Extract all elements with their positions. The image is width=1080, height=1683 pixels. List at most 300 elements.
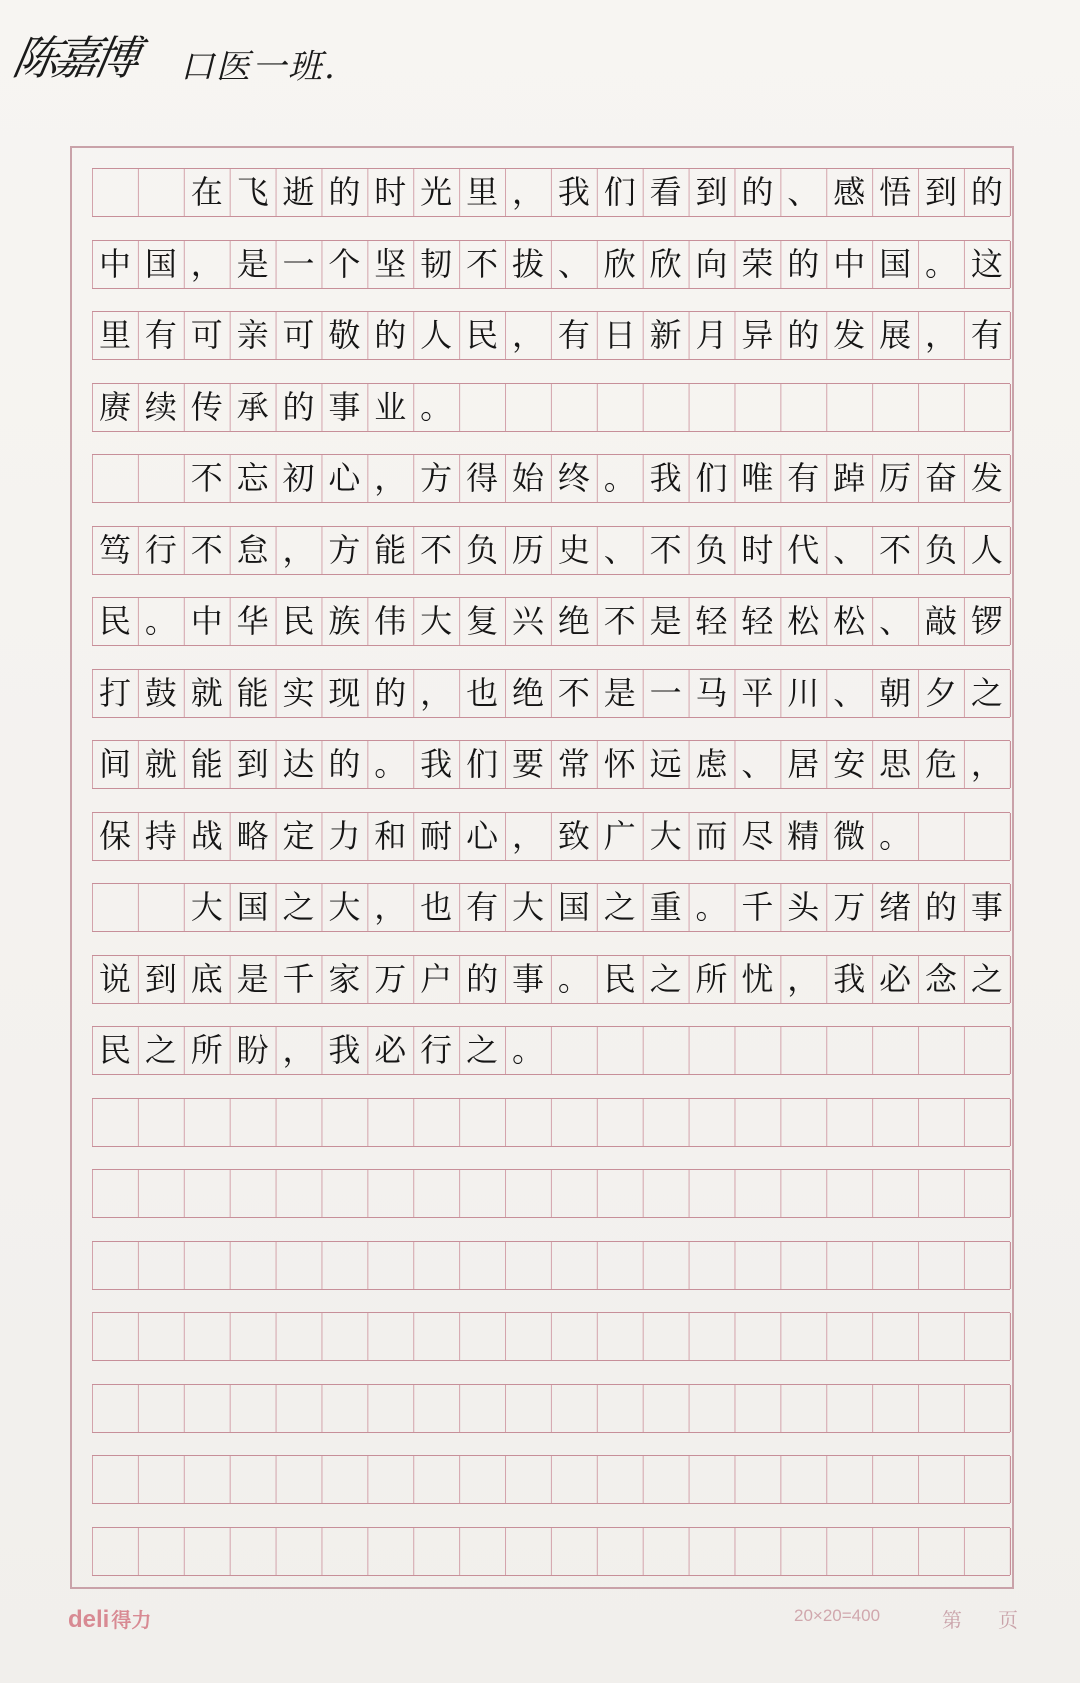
grid-cell (138, 1456, 184, 1502)
grid-cell (643, 1170, 689, 1216)
grid-cell (780, 1099, 826, 1145)
grid-cell: 有 (787, 459, 820, 497)
grid-row (92, 597, 1010, 646)
grid-cell: 国 (879, 244, 912, 283)
grid-row (92, 812, 1010, 861)
grid-cell (689, 1528, 735, 1574)
grid-cell: 里 (98, 316, 131, 354)
grid-cell: 之 (603, 888, 636, 926)
grid-cell (689, 384, 735, 430)
grid-cell (964, 1528, 1010, 1574)
grid-cell (597, 1528, 643, 1574)
brand-name: deli (68, 1606, 110, 1633)
grid-cell: 。 (144, 602, 177, 640)
grid-cell: 我 (833, 959, 866, 998)
grid-cell (92, 169, 138, 215)
grid-cell (92, 1528, 138, 1574)
grid-cell: 的 (282, 387, 315, 426)
grid-cell (92, 1313, 138, 1359)
grid-cell: 夕 (924, 673, 957, 712)
grid-cell: 传 (190, 387, 223, 426)
grid-cell (826, 1027, 872, 1073)
grid-row (92, 669, 1010, 718)
grid-cell (138, 1099, 184, 1145)
grid-cell (918, 1313, 964, 1359)
grid-cell (689, 1313, 735, 1359)
grid-cell (872, 1456, 918, 1502)
grid-cell (643, 1385, 689, 1431)
grid-cell (918, 1242, 964, 1288)
grid-cell (230, 1099, 276, 1145)
grid-cell: 国 (557, 888, 590, 926)
grid-cell: ， (511, 316, 544, 354)
grid-cell: 万 (374, 959, 407, 998)
grid-cell: 平 (741, 673, 774, 712)
grid-cell (184, 1385, 230, 1431)
grid-cell: 之 (649, 959, 682, 998)
grid-cell (413, 1242, 459, 1288)
grid-cell: 。 (374, 745, 407, 783)
grid-cell (551, 384, 597, 430)
grid-cell (964, 1027, 1010, 1073)
grid-cell (505, 1242, 551, 1288)
grid-cell: 远 (649, 745, 682, 783)
grid-cell: 一 (282, 244, 315, 283)
grid-cell (505, 1528, 551, 1574)
grid-cell: 不 (879, 530, 912, 569)
grid-cell: 定 (282, 816, 315, 855)
grid-row (92, 311, 1010, 360)
grid-cell: 我 (557, 173, 590, 211)
grid-cell (597, 1242, 643, 1288)
grid-cell: ， (970, 745, 1003, 783)
grid-cell: ， (511, 173, 544, 211)
grid-cell: 个 (328, 244, 361, 283)
grid-cell (367, 1528, 413, 1574)
grid-cell (459, 384, 505, 430)
grid-cell: 奋 (924, 459, 957, 497)
grid-cell: 是 (649, 602, 682, 640)
grid-cell: 敲 (924, 602, 957, 640)
grid-cell: 万 (833, 888, 866, 926)
grid-cell: 要 (511, 745, 544, 783)
grid-cell (964, 813, 1010, 859)
grid-cell (872, 1027, 918, 1073)
student-name: 陈嘉博 (8, 31, 139, 85)
grid-cell: 不 (420, 530, 453, 569)
grid-cell (138, 1242, 184, 1288)
grid-cell: 华 (236, 602, 269, 640)
grid-cell: 飞 (236, 173, 269, 211)
grid-cell: 。 (924, 244, 957, 283)
grid-cell: 怀 (603, 745, 636, 783)
grid-cell (964, 1385, 1010, 1431)
grid-cell (92, 1170, 138, 1216)
grid-cell: 能 (374, 530, 407, 569)
grid-cell: 松 (787, 602, 820, 640)
class-name: 口医一班. (180, 47, 337, 87)
grid-cell: 安 (833, 745, 866, 783)
grid-cell (734, 1456, 780, 1502)
grid-cell: 广 (603, 816, 636, 855)
grid-cell (321, 1099, 367, 1145)
grid-cell (138, 884, 184, 930)
grid-cell: 一 (649, 673, 682, 712)
grid-cell: 虑 (695, 745, 728, 783)
grid-cell: 民 (282, 602, 315, 640)
grid-cell (964, 384, 1010, 430)
grid-cell: 说 (98, 959, 131, 998)
grid-cell (597, 1385, 643, 1431)
grid-cell (138, 1528, 184, 1574)
grid-cell: 大 (420, 602, 453, 640)
grid-cell: 不 (190, 459, 223, 497)
grid-cell (92, 1099, 138, 1145)
grid-cell: 始 (511, 459, 544, 497)
grid-cell: 也 (420, 888, 453, 926)
grid-row (92, 1455, 1010, 1504)
grid-cell: 的 (374, 316, 407, 354)
grid-cell: 代 (787, 530, 820, 569)
grid-cell: 人 (970, 530, 1003, 569)
grid-cell: 。 (603, 459, 636, 497)
grid-cell (643, 1313, 689, 1359)
grid-cell: 到 (236, 745, 269, 783)
grid-cell: 敬 (328, 316, 361, 354)
grid-cell (964, 1456, 1010, 1502)
grid-cell (230, 1528, 276, 1574)
grid-cell: 有 (466, 888, 499, 926)
grid-cell (780, 1456, 826, 1502)
grid-cell: 赓 (98, 387, 131, 426)
grid-cell: 居 (787, 745, 820, 783)
grid-spec: 20×20=400 (794, 1606, 881, 1625)
grid-cell: 兴 (511, 602, 544, 640)
grid-cell: 、 (603, 530, 636, 569)
grid-cell: 到 (144, 959, 177, 998)
grid-cell: 发 (970, 459, 1003, 497)
grid-cell (367, 1170, 413, 1216)
grid-cell: 的 (328, 745, 361, 783)
grid-cell (505, 1385, 551, 1431)
handwritten-header (8, 8, 337, 88)
grid-cell: 川 (787, 673, 820, 712)
grid-cell: 打 (98, 673, 131, 712)
grid-cell: 所 (190, 1031, 223, 1069)
grid-cell (413, 1313, 459, 1359)
grid-cell (184, 1242, 230, 1288)
grid-cell: 精 (787, 816, 820, 855)
grid-cell (551, 1385, 597, 1431)
grid-cell (551, 1456, 597, 1502)
grid-cell (872, 1099, 918, 1145)
grid-cell: 的 (374, 673, 407, 712)
grid-cell (918, 1456, 964, 1502)
grid-cell (780, 1242, 826, 1288)
grid-cell (551, 1528, 597, 1574)
grid-cell: 拔 (511, 244, 544, 283)
grid-cell: 千 (282, 959, 315, 998)
grid-cell: 厉 (879, 459, 912, 497)
grid-cell: 。 (879, 816, 912, 855)
brand-name-cn: 得力 (111, 1610, 152, 1632)
grid-cell (826, 1528, 872, 1574)
grid-frame (70, 146, 1014, 1589)
grid-cell: 终 (557, 459, 590, 497)
grid-cell (597, 1099, 643, 1145)
grid-cell: 伟 (374, 602, 407, 640)
grid-cell: 心 (466, 816, 499, 855)
grid-cell: 微 (833, 816, 866, 855)
grid-cell (367, 1456, 413, 1502)
paper-footer (68, 1600, 1018, 1640)
grid-cell: 欣 (603, 244, 636, 283)
grid-cell (413, 1099, 459, 1145)
grid-cell: 家 (328, 959, 361, 998)
grid-cell (505, 1099, 551, 1145)
grid-cell: 续 (144, 387, 177, 426)
grid-cell (734, 1385, 780, 1431)
grid-row (92, 1384, 1010, 1433)
grid-cell: 也 (466, 673, 499, 712)
grid-cell: 战 (190, 816, 223, 855)
grid-row (92, 1241, 1010, 1290)
grid-cell: 达 (282, 745, 315, 783)
grid-cell (918, 1385, 964, 1431)
grid-cell: 逝 (282, 173, 315, 211)
grid-cell: 感 (833, 173, 866, 211)
grid-cell: 笃 (98, 530, 131, 569)
grid-cell: 里 (466, 173, 499, 211)
grid-cell (734, 384, 780, 430)
grid-cell: 、 (833, 673, 866, 712)
grid-cell: 大 (328, 888, 361, 926)
grid-cell: 承 (236, 387, 269, 426)
grid-cell: 史 (557, 530, 590, 569)
grid-cell: 忘 (236, 459, 269, 497)
grid-cell: 所 (695, 959, 728, 998)
grid-cell: 国 (144, 244, 177, 283)
grid-cell: 看 (649, 173, 682, 211)
grid-cell: 必 (374, 1031, 407, 1069)
grid-cell (276, 1170, 322, 1216)
grid-cell: 而 (695, 816, 728, 855)
grid-cell (551, 1027, 597, 1073)
grid-cell: 到 (695, 173, 728, 211)
grid-cell: ， (374, 888, 407, 926)
grid-cell (138, 455, 184, 501)
grid-cell: 致 (557, 816, 590, 855)
grid-cell: 行 (420, 1031, 453, 1069)
grid-row (92, 1527, 1010, 1576)
grid-cell: 向 (695, 244, 728, 283)
grid-cell: 民 (466, 316, 499, 354)
grid-cell: 行 (144, 530, 177, 569)
grid-cell: 在 (190, 173, 223, 211)
grid-cell: 能 (236, 673, 269, 712)
grid-cell (184, 1099, 230, 1145)
grid-cell: 踔 (833, 459, 866, 497)
grid-cell: 们 (695, 459, 728, 497)
grid-cell (643, 1528, 689, 1574)
grid-cell (826, 1099, 872, 1145)
grid-cell: 中 (98, 244, 131, 283)
grid-cell (872, 1313, 918, 1359)
grid-cell: 绪 (879, 888, 912, 926)
grid-cell: 心 (328, 459, 361, 497)
grid-cell (92, 1242, 138, 1288)
grid-cell: 常 (557, 745, 590, 783)
grid-cell (321, 1385, 367, 1431)
grid-cell (276, 1456, 322, 1502)
grid-cell (230, 1456, 276, 1502)
grid-cell (551, 1313, 597, 1359)
grid-cell (826, 1313, 872, 1359)
grid-cell: 是 (236, 959, 269, 998)
grid-cell: 们 (603, 173, 636, 211)
grid-cell: 实 (282, 673, 315, 712)
grid-cell: 之 (466, 1031, 499, 1069)
grid-cell: 中 (833, 244, 866, 283)
grid-cell: 和 (374, 816, 407, 855)
grid-cell (184, 1313, 230, 1359)
grid-cell: 力 (328, 816, 361, 855)
grid-cell: 我 (420, 745, 453, 783)
page-number-prefix: 第 (942, 1608, 962, 1632)
grid-cell: 负 (466, 530, 499, 569)
grid-cell: ， (282, 530, 315, 569)
grid-cell: 。 (557, 959, 590, 998)
grid-cell: 民 (603, 959, 636, 998)
grid-cell (780, 384, 826, 430)
grid-cell (689, 1027, 735, 1073)
grid-cell: 不 (190, 530, 223, 569)
grid-cell: 的 (741, 173, 774, 211)
grid-cell (872, 1242, 918, 1288)
grid-row (92, 955, 1010, 1004)
grid-cell (872, 1170, 918, 1216)
grid-cell (92, 1385, 138, 1431)
grid-cell: 事 (511, 959, 544, 998)
grid-cell: 不 (557, 673, 590, 712)
grid-cell: 的 (466, 959, 499, 998)
grid-cell: 到 (924, 173, 957, 211)
grid-row (92, 740, 1010, 789)
grid-cell: 的 (924, 888, 957, 926)
grid-cell: 日 (603, 316, 636, 354)
grid-cell (689, 1099, 735, 1145)
grid-cell: 能 (190, 745, 223, 783)
grid-cell: 业 (374, 387, 407, 426)
grid-cell: 。 (695, 888, 728, 926)
grid-cell (92, 1456, 138, 1502)
grid-cell (551, 1099, 597, 1145)
grid-cell (780, 1385, 826, 1431)
grid-cell (872, 384, 918, 430)
brand-logo (68, 1604, 151, 1634)
grid-cell (734, 1170, 780, 1216)
grid-cell: 异 (741, 316, 774, 354)
grid-cell: ， (511, 816, 544, 855)
grid-cell: 负 (695, 530, 728, 569)
grid-cell: 民 (98, 1031, 131, 1069)
grid-cell (459, 1099, 505, 1145)
grid-cell: 不 (466, 244, 499, 283)
grid-cell: 荣 (741, 244, 774, 283)
grid-cell (734, 1313, 780, 1359)
grid-cell: 间 (98, 745, 131, 783)
grid-cell: ， (374, 459, 407, 497)
grid-cell: 千 (741, 888, 774, 926)
grid-cell: 是 (603, 673, 636, 712)
grid-cell: 就 (190, 673, 223, 712)
grid-cell: 就 (144, 745, 177, 783)
grid-cell: 、 (879, 602, 912, 640)
grid-cell: 之 (282, 888, 315, 926)
grid-row (92, 526, 1010, 575)
grid-cell (413, 1385, 459, 1431)
grid-cell: 时 (741, 530, 774, 569)
grid-cell (918, 1528, 964, 1574)
grid-cell (184, 1528, 230, 1574)
grid-cell: 的 (970, 173, 1003, 211)
grid-cell (597, 384, 643, 430)
grid-cell (321, 1170, 367, 1216)
grid-cell (597, 1456, 643, 1502)
grid-cell (505, 1313, 551, 1359)
grid-cell: 略 (236, 816, 269, 855)
grid-cell: 危 (924, 745, 957, 783)
grid-cell: 复 (466, 602, 499, 640)
grid-cell: 、 (741, 745, 774, 783)
grid-cell: 这 (970, 244, 1003, 283)
grid-cell: 发 (833, 316, 866, 354)
grid-cell (459, 1313, 505, 1359)
grid-cell: 绝 (557, 602, 590, 640)
grid-cell (459, 1170, 505, 1216)
grid-cell (276, 1313, 322, 1359)
grid-cell (780, 1170, 826, 1216)
grid-cell: 人 (420, 316, 453, 354)
grid-cell: 得 (466, 459, 499, 497)
grid-cell: 重 (649, 888, 682, 926)
grid-row (92, 454, 1010, 503)
grid-cell: 现 (328, 673, 361, 712)
grid-cell (597, 1027, 643, 1073)
grid-cell (826, 1242, 872, 1288)
grid-cell: 。 (420, 387, 453, 426)
grid-cell: 唯 (741, 459, 774, 497)
grid-cell: 我 (649, 459, 682, 497)
grid-cell (92, 455, 138, 501)
grid-cell: 韧 (420, 244, 453, 283)
grid-cell (918, 1099, 964, 1145)
grid-row (92, 1312, 1010, 1361)
grid-cell: 我 (328, 1031, 361, 1069)
grid-cell: 亲 (236, 316, 269, 354)
grid-cell: 底 (190, 959, 223, 998)
grid-cell: 不 (603, 602, 636, 640)
grid-cell (826, 1456, 872, 1502)
grid-cell (780, 1528, 826, 1574)
grid-cell: 历 (511, 530, 544, 569)
grid-cell (184, 1456, 230, 1502)
grid-cell: 绝 (511, 673, 544, 712)
grid-cell (780, 1027, 826, 1073)
grid-row (92, 1098, 1010, 1147)
grid-cell (413, 1456, 459, 1502)
grid-cell: 大 (511, 888, 544, 926)
